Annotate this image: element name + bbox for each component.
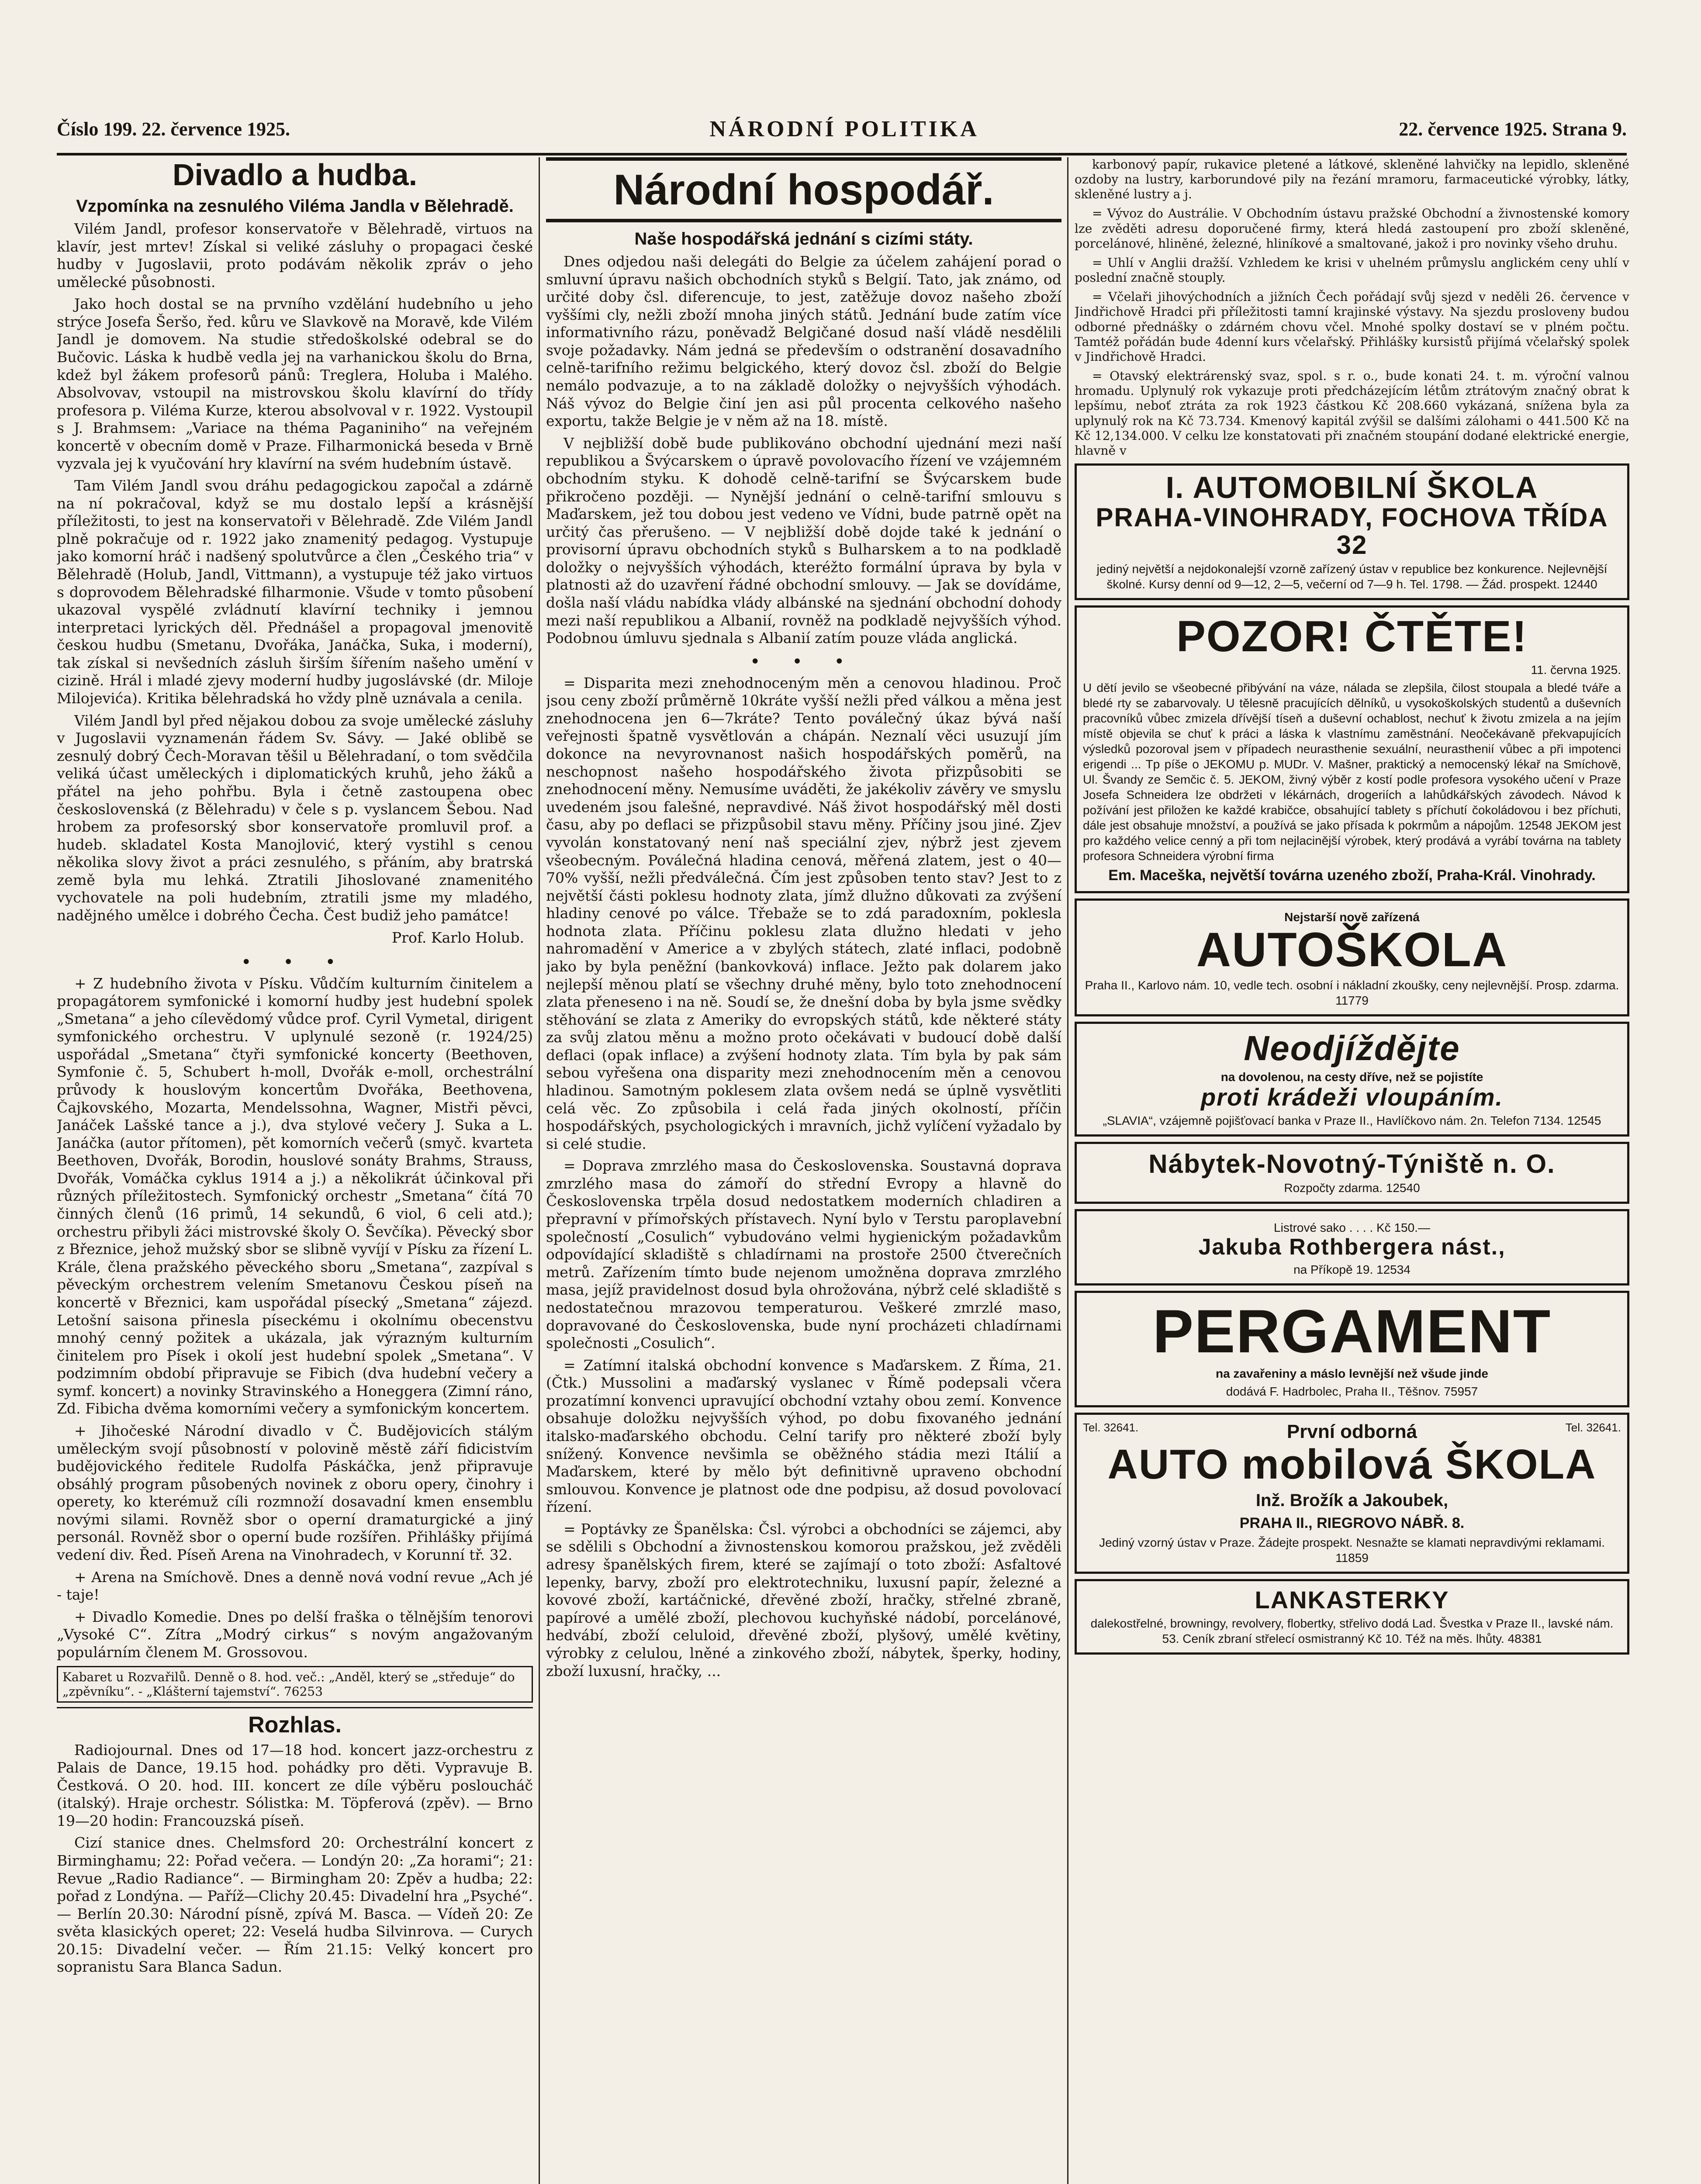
ad-lankasterky: [1075, 1579, 1629, 1655]
ad-pozor-ctete: [1075, 605, 1629, 893]
paragraph: = Doprava zmrzlého masa do Československa. Soustavná doprava zmrzlého masa do zámoří do střední Evropy a hlavně do Československa trpěla dosud nedostatkem moderních chladiren a přepravní v přímořských přístavech. Nyní bylo v Terstu paroplavební společností „Cosulich“ vybudováno velmi hygienickým požadavkům odpovídající skladiště s chladírnami na prostoře 2500 čtverečních metrů. Zařízením tímto bude nejenom umožněna doprava zmrzlého masa, jejíž pravidelnost dosud byla ohrožována, nýbrž celé skladiště s nedostatečnou mrazovou temperaturou. Veškeré zmrzlé maso, dopravované do Československa, bude nyní procházeti chladírnami společnosti „Cosulich“.: [546, 1157, 1061, 1352]
paragraph: = Včelaři jihovýchodních a jižních Čech pořádají svůj sjezd v neděli 26. července v Jindřichově Hradci při příležitosti tamní krajinské výstavy. Na sjezdu prosloveny budou odborné přednášky o zdárném chovu včel. Mnohé spolky dostaví se v plném počtu. Tamtéž pořádán bude 4denní kurs včelařský. Přihlášky kursistů přijímá včelařský spolek v Jindřichově Hradci.: [1075, 290, 1629, 364]
paragraph: + Z hudebního života v Písku. Vůdčím kulturním činitelem a propagátorem symfonické i komorní hudby jest hudební spolek „Smetana“ a jeho cílevědomý vůdce prof. Cyril Vymetal, dirigent symfonického orchestru. V uplynulé sezoně (r. 1924/25) uspořádal „Smetana“ čtyři symfonické koncerty (Beethoven, Symfonie č. 5, Schubert h-moll, Dvořák e-moll, orchestrální průvody k houslovým koncertům Dvořáka, Beethovena, Čajkovského, Mozarta, Mendelssohna, Wagner, Mistři pěvci, Janáček Lašské tance a j.), dva stylové večery J. Suka a L. Janáčka (autor přítomen), pět komorních večerů (smyč. kvarteta Beethoven, Dvořák, Borodin, houslové sonáty Brahms, Strauss, Dvořák, Vomáčka cyklus 1914 a j.) a několikrát účinkoval při různých příležitostech. Symfonický orchestr „Smetana“ čítá 70 činných členů (16 primů, 14 sekundů, 6 viol, 6 celi atd.); orchestru přibyli žáci mistrovské školy O. Ševčíka). Pěvecký sbor z Březnice, jehož mužský sbor se slibně vyvíjí v Písku za řízení L. Krále, člena pražského pěveckého sboru „Smetana“, zazpíval s pěveckým orchestrem velením Smetanovu Českou píseň na koncertě v Březnici, kam uspořádal písecký „Smetana“ zájezd. Letošní saisona přinesla píseckému i okolnímu obecenstvu mnohý cenný požitek a ukázala, jak výrazným kulturním činitelem pro Písek i okolí jest hudební spolek „Smetana“. V podzimním období připravuje se Fibich (dva hudební večery a symf. koncert) a novinky Stravinského a Honeggera (Zimní ráno, Zd. Fibicha dvěma komorními večery a symfonickým koncertem.: [57, 975, 533, 1417]
ad-title: Neodjíždějte: [1244, 1029, 1460, 1068]
paragraph: Cizí stanice dnes. Chelmsford 20: Orchestrální koncert z Birminghamu; 22: Pořad večera. — Londýn 20: „Za horami“; 21: Revue „Radio Radiance“. — Birmingham 20: Zpěv a hudba; 22: pořad z Londýna. — Paříž—Clichy 20.45: Divadelní hra „Psyché“. — Berlín 20.30: Národní písně, zpívá M. Basca. — Vídeň 20: Ze světa klasických operet; 22: Veselá hudba Silvinrova. — Curych 20.15: Divadelní večer. — Řím 21.15: Velký koncert pro sopranistu Sara Blanca Sadun.: [57, 1834, 533, 1976]
ad-tel-row: [1083, 1421, 1621, 1443]
ad-text: Jediný vzorný ústav v Praze. Žádejte prospekt. Nesnažte se klamati nepravdivými reklamami. 11859: [1099, 1536, 1605, 1565]
ad-furniture: [1075, 1142, 1629, 1204]
paragraph: Vilém Jandl byl před nějakou dobou za svoje umělecké zásluhy v Jugoslavii vyznamenán řádem Sv. Sávy. — Jaké oblibě se zesnulý dobrý Čech-Moravan těšil u Bělehradaní, o tom svědčila veliká účast uměleckých i diplomatických kruhů, jeho žáků a přátel na jeho pohřbu. Byla i četně zastoupena obec československá (z Bělehradu) v čele s p. vyslancem Šebou. Nad hrobem za profesorský sbor konservatoře promluvil prof. a hudeb. skladatel Kosta Manojlović, který vystihl s cenou několika slovy život a práci zesnulého, s přáním, aby bratrská země byla mu lehká. Ztratili Jihoslované znamenitého vychovatele na poli hudebním, ztratili jsme my mladého, nadějného umělce i dobrého Čecha. Čest budiž jeho památce!: [57, 712, 533, 924]
ad-date: 11. června 1925.: [1531, 663, 1621, 677]
ad-automobile-school-1: [1075, 463, 1629, 601]
paragraph: Tam Vilém Jandl svou dráhu pedagogickou započal a zdárně na ní pokračoval, když se mu dostalo lepší a krásnější příležitosti, to jest na konservatoři v Bělehradě. Zde Vilém Jandl plně pokračuje od r. 1922 jako znamenitý pedagog. Vystupuje jako komorní hráč i nadšený spolutvůrce a člen „Českého tria“ v Bělehradě (Holub, Jandl, Vittmann), a vystupuje též jako virtuos s doprovodem Bělehradské filharmonie. Všude v tomto působení ukazoval vyspělé zvládnutí klavírní techniky i jemnou interpretaci lyrických děl. Přednášel a propagoval jmenovitě českou hudbu (Smetanu, Dvořáka, Janáčka, Suka, i moderní), tak získal si nevšedních zásluh širším šířením našeho umění v cizině. Hrál i mladé zjevy moderní hudby jugoslávské (dr. Miloje Milojevića). Kritika bělehradská ho vždy plně uznávala a cenila.: [57, 477, 533, 707]
column-2: [546, 157, 1061, 2184]
ad-top: Nejstarší nově zařízená: [1284, 910, 1420, 924]
paragraph: Vilém Jandl, profesor konservatoře v Bělehradě, virtuos na klavír, jest mrtev! Získal si veliké zásluhy o propagaci české hudby v Jugoslavii, proto podávám několik zpráv o jeho umělecké působnosti.: [57, 220, 533, 290]
ad-line: proti krádeži vloupáním.: [1200, 1083, 1504, 1111]
paragraph: = Poptávky ze Španělska: Čsl. výrobci a obchodníci se zájemci, aby se sdělili s Obchodní a živnostenskou komorou pražskou, jež zvěděli adresy španělských firem, které se zajímají o toto zboží: Asfaltové lepenky, barvy, zboží pro elektrotechniku, luxusní papír, železné a kovové zboží, kartáčnické, dřevěné zboží, hračky, střelné zbraně, papírové a umělé zboží, plechovou kuchyňské nádobí, porcelánové, hedvábí, zboží celuloid, dřevěné zboží, plyšový, umělé květiny, výrobky z celulou, lněné a zinkového zboží, nábytek, šperky, hodiny, zboží luxusní, hračky, ...: [546, 1520, 1061, 1679]
ad-text: Rozpočty zdarma. 12540: [1284, 1181, 1420, 1195]
ad-title: Nábytek-Novotný-Týniště n. O.: [1148, 1149, 1556, 1179]
ad-line: Listrové sako . . . . Kč 150.—: [1274, 1221, 1430, 1235]
ad-line: Inž. Brožík a Jakoubek,: [1255, 1490, 1449, 1510]
ad-line: PRAHA II., RIEGROVO NÁBŘ. 8.: [1239, 1514, 1465, 1531]
ad-tel: Tel. 32641.: [1083, 1420, 1139, 1434]
ad-title: I. AUTOMOBILNÍ ŠKOLA: [1165, 470, 1539, 505]
ad-tel: Tel. 32641.: [1565, 1420, 1621, 1434]
paragraph: karbonový papír, rukavice pletené a látkové, skleněné lahvičky na lepidlo, skleněné ozdoby na lustry, karborundové pily na řezání mramoru, farmaceutické výrobky, látky, skleněné lustry a j.: [1075, 157, 1629, 202]
column-rule-2: [1067, 157, 1068, 2184]
column-3: [1075, 157, 1629, 2184]
signature: Prof. Karlo Holub.: [392, 929, 524, 946]
paragraph: + Arena na Smíchově. Dnes a denně nová vodní revue „Ach jé - taje!: [57, 1568, 533, 1603]
column-rule-1: [539, 157, 540, 2184]
ad-text: „SLAVIA“, vzájemně pojišťovací banka v Praze II., Havlíčkovo nám. 2n. Telefon 7134. 12545: [1103, 1114, 1601, 1128]
article-title-jandl: Vzpomínka na zesnulého Viléma Jandla v Bělehradě.: [76, 197, 514, 216]
paragraph: Jako hoch dostal se na prvního vzdělání hudebního u jeho strýce Josefa Šeršo, řed. kůru ve Slavkově na Moravě, kde Vilém Jandl je domovem. Na studie středoškolské odebral se do Bučovic. Láska k hudbě vedla jej na varhanickou školu do Brna, kdež byl žákem profesorů pánů: Treglera, Holuba i Malého. Absolvovav, vstoupil na mistrovskou školu klavírní do třídy profesora p. Viléma Kurze, kterou absolvoval v r. 1922. Vystoupil s J. Brahmsem: „Variace na théma Paganiniho“ na veřejném koncertě v obecním domě v Praze. Filharmonická beseda v Brně vyzvala jej k vyučování hry klavírní na svém hudebním ústavě.: [57, 295, 533, 472]
ad-subtitle: PRAHA-VINOHRADY, FOCHOVA TŘÍDA 32: [1096, 503, 1608, 560]
ad-pergament: [1075, 1291, 1629, 1407]
ad-text: dodává F. Hadrbolec, Praha II., Těšnov. 75957: [1226, 1384, 1478, 1398]
masthead: NÁRODNÍ POLITIKA: [709, 116, 979, 142]
kabaret-note: Kabaret u Rozvařilů. Denně o 8. hod. več.: „Anděl, který se „středuje“ do „zpěvníku“. - „Klášterní tajemství“. 76253: [57, 1666, 533, 1703]
paragraph: Radiojournal. Dnes od 17—18 hod. koncert jazz-orchestru z Palais de Dance, 19.15 hod. pohádky pro děti. Vypravuje B. Čestková. O 20. hod. III. koncert ze díle výběru posloucháč (italský). Hraje orchestr. Sólistka: M. Töpferová (zpěv). — Brno 19—20 hodin: Francouzská píseň.: [57, 1741, 533, 1829]
article-title-foreign-trade: Naše hospodářská jednání s cizími státy.: [634, 229, 973, 249]
paragraph: V nejbližší době bude publikováno obchodní ujednání mezi naší republikou a Švýcarskem o úpravě povolovacího řízení ve vzájemném obchodním styku. K dohodě celně-tarifní se Švýcarskem bude přikročeno později. — Nynější jednání o celně-tarifní smlouvu s Maďarskem, jež tou dobou jest vedeno ve Vídni, bude patrně opět na určitý čas přerušeno. — V nejbližší době dojde také k jednání o provisorní úpravu obchodních styků s Bulharskem a to na podkladě doložky o nejvyšších výhodách, kteréžto formální úprava by byla v platnosti až do uzavření řádné obchodní smlouvy. — Jak se dovídáme, došla naší vládu nabídka vlády albánské na sjednání obchodní dohody mezi naší republikou a Albanií, rovněž na podkladě nejvyšších výhod. Podobnou úmluvu sjednala s Albanií zatím pouze vláda anglická.: [546, 434, 1061, 647]
ad-automobile-school-3: [1075, 1413, 1629, 1574]
ad-firm: Em. Maceška, největší továrna uzeného zboží, Praha-Král. Vinohrady.: [1108, 867, 1596, 884]
paragraph: = Uhlí v Anglii dražší. Vzhledem ke krisi v uhelném průmyslu anglickém ceny uhlí v poslední značně stouply.: [1075, 255, 1629, 285]
ad-title: POZOR! ČTĚTE!: [1176, 612, 1528, 661]
paragraph: + Jihočeské Národní divadlo v Č. Budějovicích stálým uměleckým svojí působností v polovině městě září fidicistvím budějovického ředitele Rudolfa Páskáčka, jenž připravuje obsáhlý program působených novinek z oboru opery, činohry i operety, ko kterémuž cíli rozmnoží dosavadní kmen ensemblu novými silami. Rovněž sbor o operní dramaturgické a jiný personál. Rovněž sbor o operní bude rozšířen. Přihlášky přijímá vedení div. Řed. Píseň Arena na Vinohradech, v Korunní tř. 32.: [57, 1422, 533, 1564]
paragraph: Dnes odjedou naši delegáti do Belgie za účelem zahájení porad o smluvní úpravu našich obchodních styků s Belgií. Tato, jak známo, od určité doby čsl. diferencuje, to jest, zatěžuje dovoz našeho zboží vyššími cly, nežli zboží mnoha jiných států. Jednání bude zatím více informativního rázu, poněvadž Belgičané dosud naší vládě nesdělili svoje požadavky. Nám jedná se především o odstranění dosavadního celně-tarifního režimu belgického, který dovoz čsl. zboží do Belgie nemálo podvazuje, a to na základě doložky o nejvyšších výhodách. Náš vývoz do Belgie činí jen asi půl procenta celkového našeho exportu, takže Belgie je v něm až na 18. místě.: [546, 253, 1061, 430]
separator-dots: • • •: [241, 952, 349, 972]
separator-dots: • • •: [750, 651, 858, 672]
paragraph: = Otavský elektrárenský svaz, spol. s r. o., bude konati 24. t. m. výroční valnou hromadu. Uplynulý rok vykazuje proti předcházejícím létům ztrátovým značný obrat k lepšímu, neboť ztráta za rok 1923 částkou Kč 208.660 vykázaná, snížena byla za uplynulý rok na Kč 73.734. Kmenový kapitál zvýšil se dalšími zálohami o 441.500 Kč na Kč 12,134.000. V celku lze konstatovati při značném stoupání dodané elektrické energie, hlavně v: [1075, 369, 1629, 458]
ad-automobile-school-2: [1075, 898, 1629, 1017]
ad-rothberger: [1075, 1209, 1629, 1286]
ad-text: na Příkopě 19. 12534: [1293, 1262, 1411, 1276]
paragraph: + Divadlo Komedie. Dnes po delší fraška o tělnějším tenorovi „Vysoké C“. Zítra „Modrý cirkus“ s novým angažovaným populárním členem M. Grossovou.: [57, 1608, 533, 1661]
paragraph: = Disparita mezi znehodnoceným měn a cenovou hladinou. Proč jsou ceny zboží průměrně 10kráte vyšší nežli před válkou a měna jest znehodnocena jen 6—7kráte? Tento poválečný úkaz bývá naší veřejnosti špatně vysvětlován a chápán. Neznalí věci usuzují jím dokonce na nevyrovnanost našich hospodářských poměrů, na neschopnost našeho hospodářského života přizpůsobiti se znehodnocení měny. Nemusíme uváděti, že jakékoliv závěry ve smyslu uvedeném jsou falešné, nepravdivé. Náš život hospodářský měl dosti času, aby po deflaci se přizpůsobil stavu měny. Příčiny jsou jiné. Zjev vyvolán konstatovaný není naš speciální zjev, nýbrž jest zjevem všeobecným. Poválečná hladina cenová, měřená zlatem, jest o 40—70% vyšší, nežli předválečná. Čím jest způsoben tento stav? Jest to z největší části poklesu hodnoty zlata, jímž dlužno důkovati za zvýšení hladiny cenové po válce. Třebaže se to zdá paradoxním, poklesla hodnota zlata. Příčinu poklesu zlata dlužno hledati v jeho nahromadění v Americe a v zbylých státech, zlaté inflaci, podobně jako by byla peněžní (bankovková) inflace. Ježto pak dolarem jako nejlepší měnou platí se všechny druhé měny, bylo toto znehodnocení zlata přeneseno i na ně. Soudí se, že dnešní doba by byla jsme svědky stěhování se zlata z Ameriky do evropských států, kde některé státy za svůj zlatou měnu a možno proto očekávati v budoucí době další deflaci (opak inflace) a zvýšení hodnoty zlata. Tím byla by pak sám sebou vyřešena ona disparity mezi znehodnocením měn a cenovou hladinou. Samotným poklesem zlata ovšem nedá se úplně vysvětliti celá věc. Zo způsobila i celá řada jiných okolností, příčin hospodářských, psychologických i mravních, jichž vylíčení vyžadalo by si celé studie.: [546, 674, 1061, 1152]
header-left: Číslo 199. 22. července 1925.: [57, 118, 290, 140]
ad-text: Praha II., Karlovo nám. 10, vedle tech. osobní i nákladní zkoušky, ceny nejlevnější. Prosp. zdarma. 11779: [1085, 978, 1619, 1008]
header-right: 22. července 1925. Strana 9.: [1399, 118, 1627, 140]
column-1: [57, 157, 533, 2184]
ad-title: AUTOŠKOLA: [1196, 923, 1508, 977]
section-title-economy: Národní hospodář.: [546, 157, 1061, 222]
ad-title: Jakuba Rothbergera nást.,: [1198, 1234, 1506, 1260]
ad-text: U dětí jevilo se všeobecné přibývání na váze, nálada se zlepšila, čilost stoupala a bledé tváře a bledé rty se zabarvovaly. U tělesně pracujících dělníků, u vysokoškolských studentů a duševních pracovníků vůbec zmizela dřívější tíseň a duševní ochablost, nechuť k životu zmizela a na jejím místě objevila se chuť k práci a láska k vlastnímu zaměstnání. Neočekávaně překvapujících výsledků pozoroval jsem v případech neurasthenie sexuální, neurasthenií vůbec a při impotenci erigendi ... Tp píše o JEKOMU p. MUDr. V. Mašner, praktický a nemocenský lékař na Smíchově, Ul. Švandy ze Semčic č. 5. JEKOM, živný výběr z kostí podle profesora vysokého učení v Praze Josefa Schneidera lze obdržeti v lékárnách, drogeriích a lahůdkářských závodech. Návod k požívání jest přiložen ke každé krabičce, obsahující tablety s příchutí čokoládovou i bez příchuti, dále jest obsahuje množství, a používá se jako přísada k pokrmům a nápojům. 12548 JEKOM jest pro každého velice cenný a při tom nejlacinější výrobek, který prodává a vyrábí továrna na tablety profesora Schneidera výrobní firma: [1083, 681, 1621, 863]
ad-line: na zavařeniny a máslo levnější než všude jinde: [1215, 1366, 1489, 1380]
ad-text: jediný největší a nejdokonalejší vzorně zařízený ústav v republice bez konkurence. Nejlevnější školné. Kursy denní od 9—12, 2—5, večerní od 7—9 h. Tel. 1798. — Žád. prospekt. 12440: [1096, 562, 1608, 591]
section-title-radio: Rozhlas.: [57, 1707, 533, 1738]
ad-title: LANKASTERKY: [1255, 1586, 1449, 1614]
ad-top: První odborná: [1286, 1420, 1418, 1442]
ad-line: na dovolenou, na cesty dříve, než se pojistíte: [1220, 1070, 1483, 1084]
ad-text: dalekostřelné, browningy, revolvery, flobertky, střelivo dodá Lad. Švestka v Praze II., lavské nám. 53. Ceník zbraní střelecí osmistranný Kč 10. Též na měs. lhůty. 48381: [1090, 1616, 1614, 1645]
ad-insurance: [1075, 1022, 1629, 1137]
ad-title: AUTO mobilová ŠKOLA: [1107, 1441, 1597, 1488]
paragraph: = Vývoz do Austrálie. V Obchodním ústavu pražské Obchodní a živnostenské komory lze zvěděti adresu doporučené firmy, která hledá zastoupení pro zboží skleněné, porcelánové, hliněné, železné, hliníkové a smaltované, jakož i pro novinky všeho druhu.: [1075, 206, 1629, 251]
ad-title: PERGAMENT: [1152, 1296, 1552, 1365]
page-header: [57, 109, 1627, 156]
section-title-theatre: Divadlo a hudba.: [172, 158, 418, 192]
paragraph: = Zatímní italská obchodní konvence s Maďarskem. Z Říma, 21. (Čtk.) Mussolini a maďarský vyslanec v Římě podepsali včera prozatímní konvenci upravující obchodní vztahy obou zemí. Konvence obsahuje doložku nejvyšších výhod, po dobu fixovaného jednání italsko-maďarského obchodu. Celní tarify pro některé zboží byly snížený. Konvence nevšimla se oběžného stádia mezi Itálií a Maďarskem, které by mělo být definitivně upraveno obchodní smlouvou. Konvence je platnost ode dne podpisu, až dosud povolovací řízení.: [546, 1356, 1061, 1516]
